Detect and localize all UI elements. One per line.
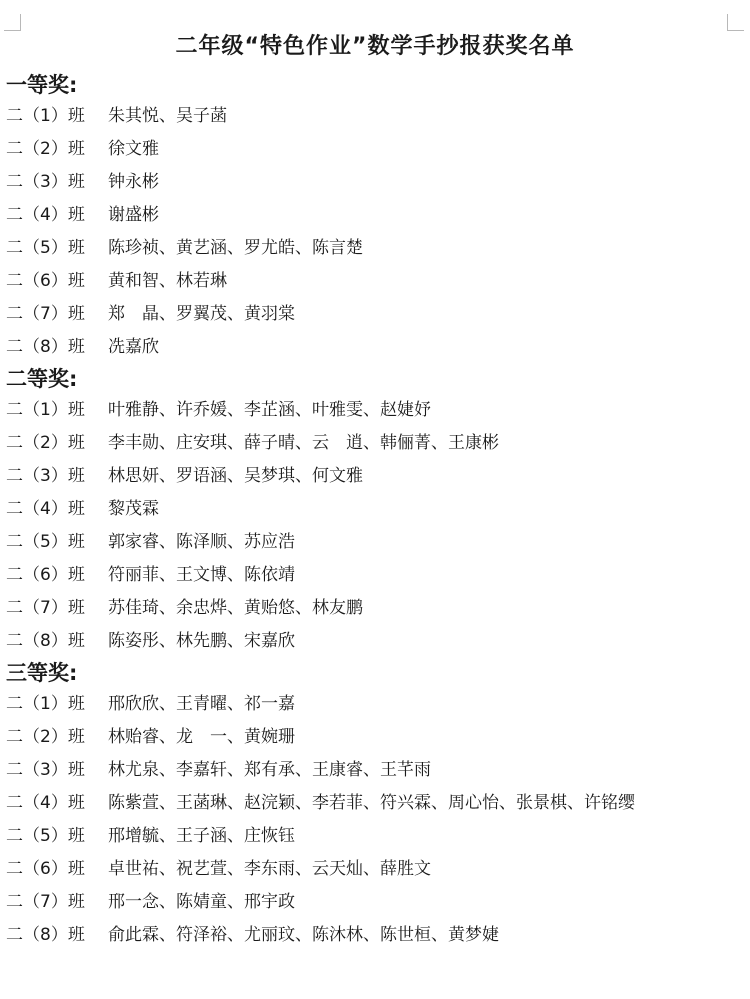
award-row <box>6 100 746 133</box>
class-label: 二（2）班 <box>6 433 85 453</box>
student-names: 李丰勋、庄安琪、薛子晴、云 逍、韩俪菁、王康彬 <box>108 433 499 453</box>
class-label: 二（1）班 <box>6 400 85 420</box>
class-label: 二（5）班 <box>6 826 85 846</box>
first-prize-heading: 一等奖: <box>6 73 78 97</box>
second-prize-section <box>6 364 746 658</box>
student-names: 钟永彬 <box>108 172 159 192</box>
award-row <box>6 133 746 166</box>
student-names: 叶雅静、许乔媛、李芷涵、叶雅雯、赵婕妤 <box>108 400 431 420</box>
class-label: 二（6）班 <box>6 271 85 291</box>
class-label: 二（1）班 <box>6 106 85 126</box>
class-label: 二（2）班 <box>6 139 85 159</box>
student-names: 朱其悦、吴子菡 <box>108 106 227 126</box>
student-names: 郭家睿、陈泽顺、苏应浩 <box>108 532 295 552</box>
student-names: 徐文雅 <box>108 139 159 159</box>
class-label: 二（3）班 <box>6 760 85 780</box>
award-row <box>6 526 746 559</box>
class-label: 二（8）班 <box>6 337 85 357</box>
award-row <box>6 166 746 199</box>
award-row <box>6 232 746 265</box>
student-names: 林思妍、罗语涵、吴梦琪、何文雅 <box>108 466 363 486</box>
student-names: 邢一念、陈婧童、邢宇政 <box>108 892 295 912</box>
award-row <box>6 298 746 331</box>
class-label: 二（3）班 <box>6 466 85 486</box>
award-row <box>6 787 746 820</box>
student-names: 冼嘉欣 <box>108 337 159 357</box>
award-row <box>6 427 746 460</box>
page-corner-mark-right <box>727 14 744 31</box>
student-names: 谢盛彬 <box>108 205 159 225</box>
award-row <box>6 199 746 232</box>
award-row <box>6 331 746 364</box>
student-names: 郑 晶、罗翼茂、黄羽棠 <box>108 304 295 324</box>
class-label: 二（7）班 <box>6 598 85 618</box>
first-prize-section <box>6 70 746 364</box>
award-row <box>6 394 746 427</box>
student-names: 符丽菲、王文博、陈依靖 <box>108 565 295 585</box>
class-label: 二（6）班 <box>6 565 85 585</box>
third-prize-heading: 三等奖: <box>6 661 78 685</box>
award-row <box>6 919 746 952</box>
award-row <box>6 460 746 493</box>
student-names: 黄和智、林若琳 <box>108 271 227 291</box>
award-list <box>6 70 746 952</box>
class-label: 二（4）班 <box>6 499 85 519</box>
class-label: 二（4）班 <box>6 793 85 813</box>
class-label: 二（7）班 <box>6 892 85 912</box>
award-row <box>6 721 746 754</box>
class-label: 二（7）班 <box>6 304 85 324</box>
class-label: 二（1）班 <box>6 694 85 714</box>
student-names: 陈珍祯、黄艺涵、罗尤皓、陈言楚 <box>108 238 363 258</box>
student-names: 林贻睿、龙 一、黄婉珊 <box>108 727 295 747</box>
student-names: 林尤泉、李嘉轩、郑有承、王康睿、王芊雨 <box>108 760 431 780</box>
student-names: 卓世祐、祝艺萱、李东雨、云天灿、薛胜文 <box>108 859 431 879</box>
award-row <box>6 493 746 526</box>
student-names: 邢欣欣、王青曜、祁一嘉 <box>108 694 295 714</box>
class-label: 二（4）班 <box>6 205 85 225</box>
class-label: 二（5）班 <box>6 238 85 258</box>
class-label: 二（3）班 <box>6 172 85 192</box>
award-row <box>6 820 746 853</box>
award-row <box>6 625 746 658</box>
award-row <box>6 754 746 787</box>
student-names: 邢增毓、王子涵、庄恢钰 <box>108 826 295 846</box>
award-row <box>6 853 746 886</box>
award-row <box>6 559 746 592</box>
class-label: 二（5）班 <box>6 532 85 552</box>
award-row <box>6 592 746 625</box>
page-title: 二年级“特色作业”数学手抄报获奖名单 <box>175 34 575 59</box>
page-corner-mark-left <box>4 14 21 31</box>
student-names: 陈紫萱、王菡琳、赵浣颖、李若菲、符兴霖、周心怡、张景棋、许铭缨 <box>108 793 635 813</box>
class-label: 二（2）班 <box>6 727 85 747</box>
student-names: 陈姿彤、林先鹏、宋嘉欣 <box>108 631 295 651</box>
award-row <box>6 265 746 298</box>
student-names: 苏佳琦、余忠烨、黄贻悠、林友鹏 <box>108 598 363 618</box>
award-row <box>6 688 746 721</box>
second-prize-heading: 二等奖: <box>6 367 78 391</box>
student-names: 黎茂霖 <box>108 499 159 519</box>
third-prize-section <box>6 658 746 952</box>
class-label: 二（8）班 <box>6 925 85 945</box>
class-label: 二（8）班 <box>6 631 85 651</box>
class-label: 二（6）班 <box>6 859 85 879</box>
award-row <box>6 886 746 919</box>
student-names: 俞此霖、符泽裕、尤丽玟、陈沐林、陈世桓、黄梦婕 <box>108 925 499 945</box>
